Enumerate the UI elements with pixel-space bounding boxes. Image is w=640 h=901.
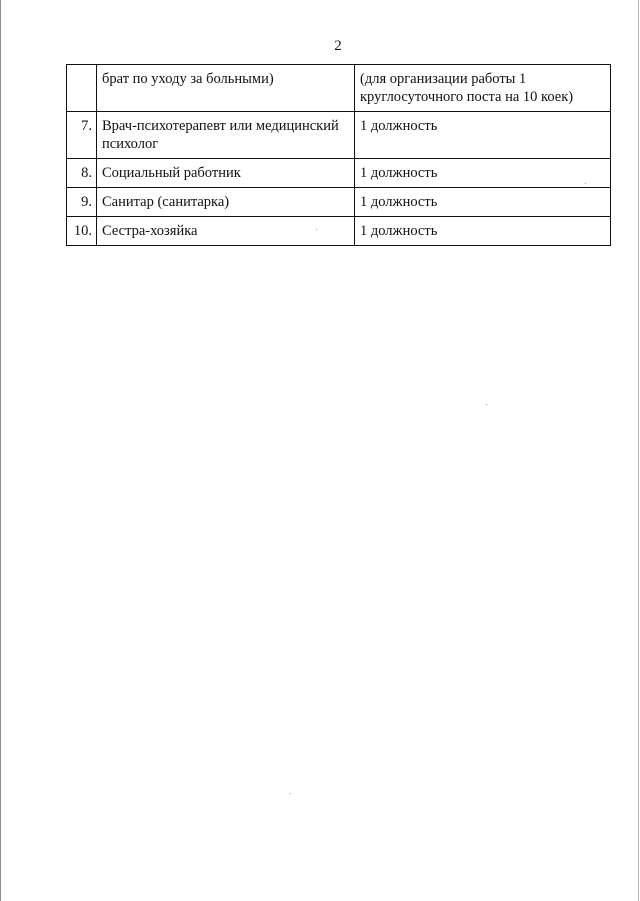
row-number: 7.	[67, 112, 97, 159]
row-number: 8.	[67, 159, 97, 188]
position-amount: 1 должность	[355, 112, 611, 159]
position-amount: 1 должность	[355, 188, 611, 217]
position-amount: (для организации работы 1 круглосуточного поста на 10 коек)	[355, 65, 611, 112]
row-number: 9.	[67, 188, 97, 217]
scan-speck	[486, 404, 487, 405]
position-title: Сестра-хозяйка	[97, 217, 355, 246]
scan-speck	[290, 793, 291, 794]
row-number	[67, 65, 97, 112]
position-amount: 1 должность	[355, 159, 611, 188]
table-row	[67, 159, 611, 188]
table-row	[67, 188, 611, 217]
page-edge-left	[0, 0, 1, 901]
scan-speck	[585, 183, 586, 184]
position-amount: 1 должность	[355, 217, 611, 246]
table-row	[67, 217, 611, 246]
table-row	[67, 112, 611, 159]
page-number: 2	[334, 38, 342, 54]
page-edge-right	[638, 0, 639, 901]
position-title: Врач-психотерапевт или медицинский психолог	[97, 112, 355, 159]
position-title: Социальный работник	[97, 159, 355, 188]
staff-table	[66, 64, 611, 246]
table-row	[67, 65, 611, 112]
position-title: Санитар (санитарка)	[97, 188, 355, 217]
row-number: 10.	[67, 217, 97, 246]
position-title: брат по уходу за больными)	[97, 65, 355, 112]
scan-speck	[316, 229, 317, 230]
